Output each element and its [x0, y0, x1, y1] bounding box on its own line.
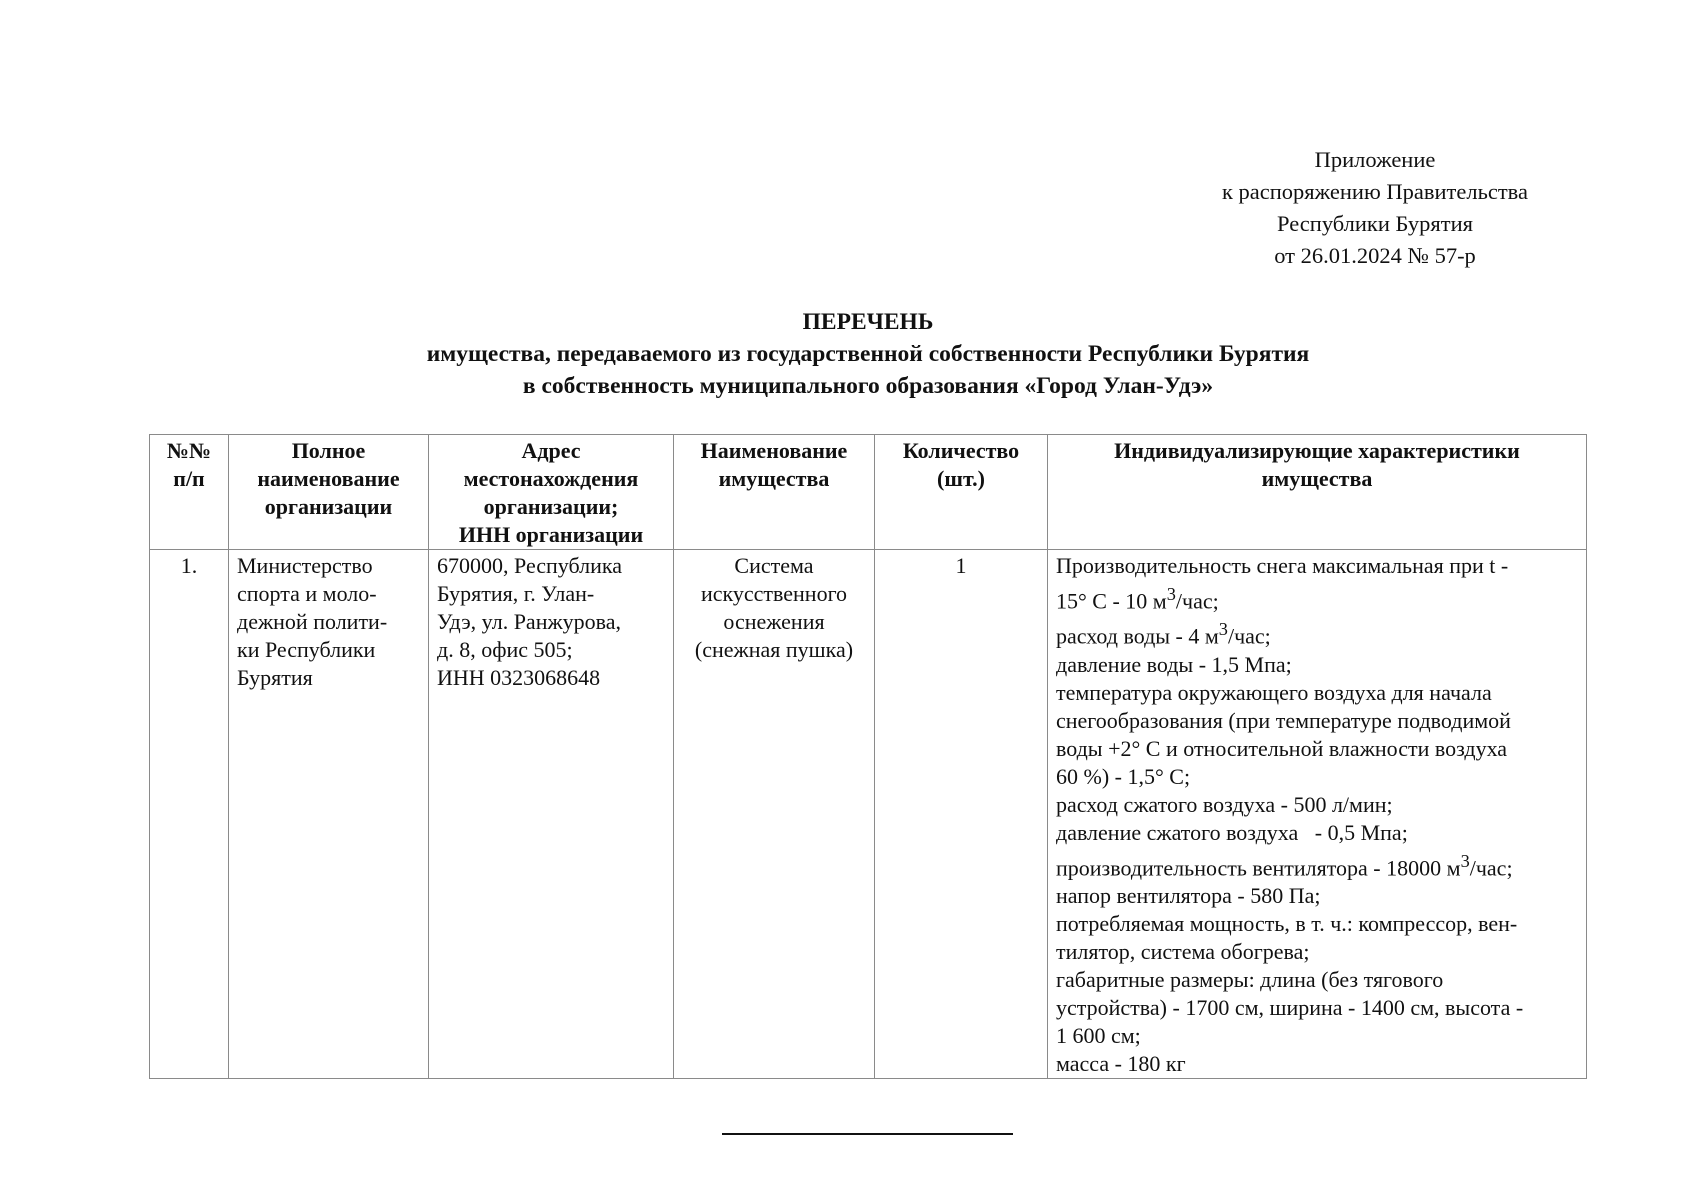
header-quantity — [875, 435, 1048, 550]
header-text: организации — [264, 494, 393, 519]
superscript: 3 — [1460, 850, 1470, 871]
appendix-block — [1180, 144, 1570, 272]
characteristic-line — [1056, 580, 1578, 615]
header-address — [429, 435, 674, 550]
header-text: организации; — [483, 494, 619, 519]
document-subtitle: в собственность муниципального образования «Город Улан-Удэ» — [522, 373, 1214, 399]
characteristic-text: /час; — [1175, 588, 1219, 614]
appendix-line: Республики Бурятия — [1277, 211, 1473, 236]
header-property-name — [674, 435, 875, 550]
cell-num — [150, 550, 229, 1079]
table-row — [150, 550, 1587, 1079]
address-line: д. 8, офис 505; — [437, 637, 573, 662]
document-title: ПЕРЕЧЕНЬ — [802, 309, 934, 335]
header-text: имущества — [718, 466, 830, 491]
characteristic-line: расход сжатого воздуха - 500 л/мин; — [1056, 791, 1393, 817]
quantity-value: 1 — [955, 553, 967, 578]
property-name-line: Система — [734, 553, 814, 578]
characteristic-line: температура окружающего воздуха для начала — [1056, 679, 1492, 705]
header-text: имущества — [1261, 466, 1373, 491]
header-num — [150, 435, 229, 550]
characteristic-line: 1 600 см; — [1056, 1022, 1141, 1048]
cell-address — [429, 550, 674, 1079]
appendix-line: Приложение — [1314, 147, 1436, 172]
address-line: Бурятия, г. Улан- — [437, 581, 595, 606]
document-heading — [150, 306, 1586, 402]
org-name-line: спорта и моло- — [237, 581, 377, 606]
header-text: местонахождения — [463, 466, 639, 491]
table-header-row — [150, 435, 1587, 550]
org-name-line: Бурятия — [237, 665, 313, 690]
characteristic-line: снегообразования (при температуре подводимой — [1056, 707, 1511, 733]
cell-quantity — [875, 550, 1048, 1079]
org-name-line: Министерство — [237, 553, 373, 578]
property-name-line: (снежная пушка) — [694, 637, 854, 662]
org-name-line: дежной полити- — [237, 609, 388, 634]
characteristic-line: габаритные размеры: длина (без тягового — [1056, 966, 1444, 992]
characteristic-line: воды +2° С и относительной влажности воздуха — [1056, 735, 1508, 761]
superscript: 3 — [1218, 619, 1228, 640]
header-text: наименование — [257, 466, 400, 491]
header-text: №№ — [166, 438, 212, 463]
characteristic-line: давление воды - 1,5 Мпа; — [1056, 651, 1292, 677]
characteristic-text: расход воды - 4 м — [1056, 623, 1219, 649]
property-name-line: искусственного — [700, 581, 848, 606]
characteristic-line: устройства) - 1700 см, ширина - 1400 см, высота - — [1056, 994, 1524, 1020]
header-text: Количество — [902, 438, 1020, 463]
footer-divider — [722, 1133, 1013, 1135]
appendix-line: к распоряжению Правительства — [1221, 179, 1528, 204]
header-org-name — [229, 435, 429, 550]
header-text: Наименование — [700, 438, 848, 463]
superscript: 3 — [1166, 584, 1176, 604]
characteristic-line — [1056, 847, 1578, 882]
header-text: ИНН организации — [458, 522, 644, 547]
characteristic-line: 60 %) - 1,5° С; — [1056, 763, 1191, 789]
header-characteristics — [1048, 435, 1587, 550]
characteristic-line: потребляемая мощность, в т. ч.: компрессор, вен- — [1056, 910, 1518, 936]
characteristic-text: производительность вентилятора - 18000 м — [1056, 854, 1461, 880]
characteristic-line: тилятор, система обогрева; — [1056, 938, 1310, 964]
document-subtitle: имущества, передаваемого из государственной собственности Республики Бурятия — [426, 341, 1310, 367]
header-text: Полное — [291, 438, 366, 463]
characteristic-text: 15° С - 10 м — [1056, 588, 1167, 614]
characteristic-line: давление сжатого воздуха - 0,5 Мпа; — [1056, 819, 1408, 845]
characteristic-line: масса - 180 кг — [1056, 1050, 1186, 1076]
cell-org-name — [229, 550, 429, 1079]
characteristic-line — [1056, 615, 1578, 650]
header-text: Адрес — [521, 438, 581, 463]
characteristic-text: /час; — [1227, 623, 1271, 649]
characteristic-line: Производительность снега максимальная при t - — [1056, 553, 1509, 578]
header-text: (шт.) — [937, 466, 985, 491]
address-line: 670000, Республика — [437, 553, 623, 578]
property-name-line: оснежения — [723, 609, 825, 634]
property-table — [149, 434, 1587, 1079]
characteristic-text: /час; — [1469, 854, 1513, 880]
row-number: 1. — [180, 553, 198, 578]
header-text: п/п — [173, 466, 205, 491]
characteristic-line: напор вентилятора - 580 Па; — [1056, 882, 1321, 908]
cell-characteristics — [1048, 550, 1587, 1079]
address-line: Удэ, ул. Ранжурова, — [437, 609, 622, 634]
header-text: Индивидуализирующие характеристики — [1114, 438, 1520, 463]
cell-property-name — [674, 550, 875, 1079]
appendix-date-number: от 26.01.2024 № 57-р — [1274, 243, 1476, 268]
org-name-line: ки Республики — [237, 637, 376, 662]
inn-line: ИНН 0323068648 — [437, 665, 601, 690]
